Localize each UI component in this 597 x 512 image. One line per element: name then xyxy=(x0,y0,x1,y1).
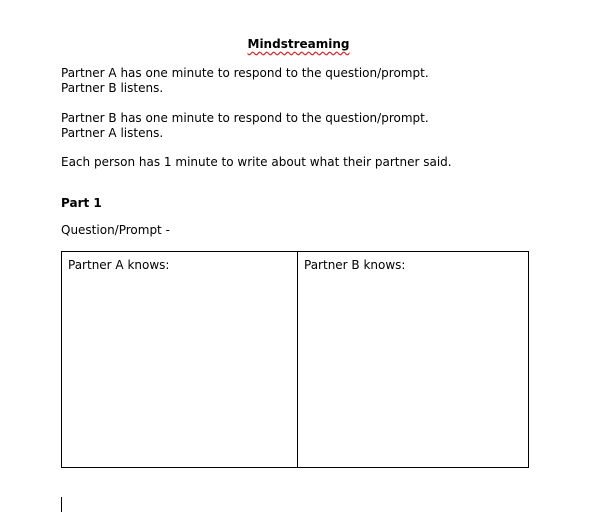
partner-notes-table xyxy=(61,251,529,468)
instruction-line: Partner A has one minute to respond to the question/prompt. xyxy=(61,66,429,80)
cell-label: Partner B knows: xyxy=(304,258,406,272)
cell-label: Partner A knows: xyxy=(68,258,170,272)
instruction-line: Partner B listens. xyxy=(61,80,164,95)
instruction-line: Partner B has one minute to respond to the question/prompt. xyxy=(61,111,429,125)
instruction-paragraph-1 xyxy=(61,66,429,95)
table-cell-partner-a[interactable] xyxy=(62,252,298,467)
text-cursor xyxy=(61,497,62,512)
instruction-line: Each person has 1 minute to write about what their partner said. xyxy=(61,155,452,169)
instruction-paragraph-3 xyxy=(61,155,452,170)
instruction-line: Partner A listens. xyxy=(61,125,164,140)
part-heading: Part 1 xyxy=(61,196,102,210)
document-title: Mindstreaming xyxy=(247,37,350,51)
instruction-paragraph-2 xyxy=(61,111,429,140)
table-cell-partner-b[interactable] xyxy=(298,252,528,467)
question-prompt-label: Question/Prompt - xyxy=(61,223,170,237)
